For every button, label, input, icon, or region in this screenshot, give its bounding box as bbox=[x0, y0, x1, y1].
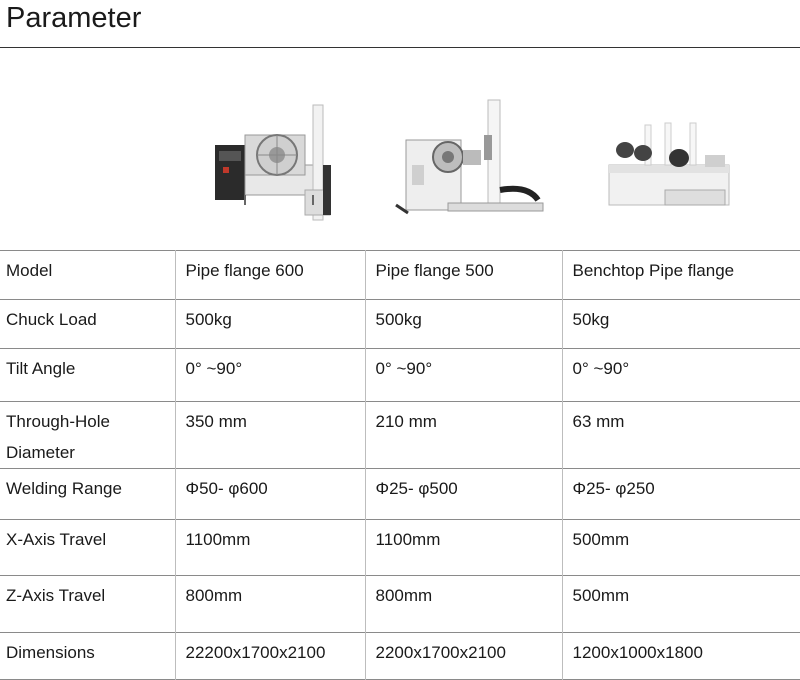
table-cell: Φ25- φ250 bbox=[562, 469, 800, 520]
table-cell: 350 mm bbox=[175, 402, 365, 469]
table-row bbox=[0, 469, 800, 520]
table-cell: 2200x1700x2100 bbox=[365, 633, 562, 680]
table-cell: Benchtop Pipe flange bbox=[562, 251, 800, 300]
table-row bbox=[0, 349, 800, 402]
table-cell: 500kg bbox=[365, 300, 562, 349]
table-row bbox=[0, 520, 800, 576]
table-cell: 22200x1700x2100 bbox=[175, 633, 365, 680]
table-cell: Φ50- φ600 bbox=[175, 469, 365, 520]
table-cell: Φ25- φ500 bbox=[365, 469, 562, 520]
row-label-dimensions: Dimensions bbox=[6, 643, 95, 662]
title-divider bbox=[0, 47, 800, 48]
table-cell: 800mm bbox=[175, 576, 365, 633]
table-row bbox=[0, 251, 800, 300]
row-label-x-axis-travel: X-Axis Travel bbox=[6, 530, 107, 549]
table-cell: 1200x1000x1800 bbox=[562, 633, 800, 680]
table-row bbox=[0, 300, 800, 349]
benchtop-pipe-flange-photo bbox=[605, 95, 735, 225]
table-row bbox=[0, 576, 800, 633]
row-label-through-hole-diameter: Through-Hole Diameter bbox=[6, 412, 110, 462]
parameter-table bbox=[0, 250, 800, 680]
table-cell: Pipe flange 600 bbox=[175, 251, 365, 300]
pipe-flange-500-photo bbox=[388, 95, 548, 225]
table-cell: 0° ~90° bbox=[175, 349, 365, 402]
table-cell: 63 mm bbox=[562, 402, 800, 469]
row-label-tilt-angle: Tilt Angle bbox=[6, 359, 76, 378]
table-cell: 800mm bbox=[365, 576, 562, 633]
table-cell: 500mm bbox=[562, 576, 800, 633]
table-cell: 0° ~90° bbox=[365, 349, 562, 402]
row-label-model: Model bbox=[6, 261, 53, 280]
table-cell: 1100mm bbox=[175, 520, 365, 576]
row-label-chuck-load: Chuck Load bbox=[6, 310, 97, 329]
table-cell: 500kg bbox=[175, 300, 365, 349]
row-label-welding-range: Welding Range bbox=[6, 479, 122, 498]
table-cell: 1100mm bbox=[365, 520, 562, 576]
table-cell: 0° ~90° bbox=[562, 349, 800, 402]
table-cell: Pipe flange 500 bbox=[365, 251, 562, 300]
row-label-z-axis-travel: Z-Axis Travel bbox=[6, 586, 106, 605]
table-row bbox=[0, 633, 800, 680]
page-title: Parameter bbox=[6, 2, 142, 34]
table-cell: 500mm bbox=[562, 520, 800, 576]
table-cell: 210 mm bbox=[365, 402, 562, 469]
pipe-flange-600-photo bbox=[205, 95, 335, 225]
table-cell: 50kg bbox=[562, 300, 800, 349]
table-row bbox=[0, 402, 800, 469]
